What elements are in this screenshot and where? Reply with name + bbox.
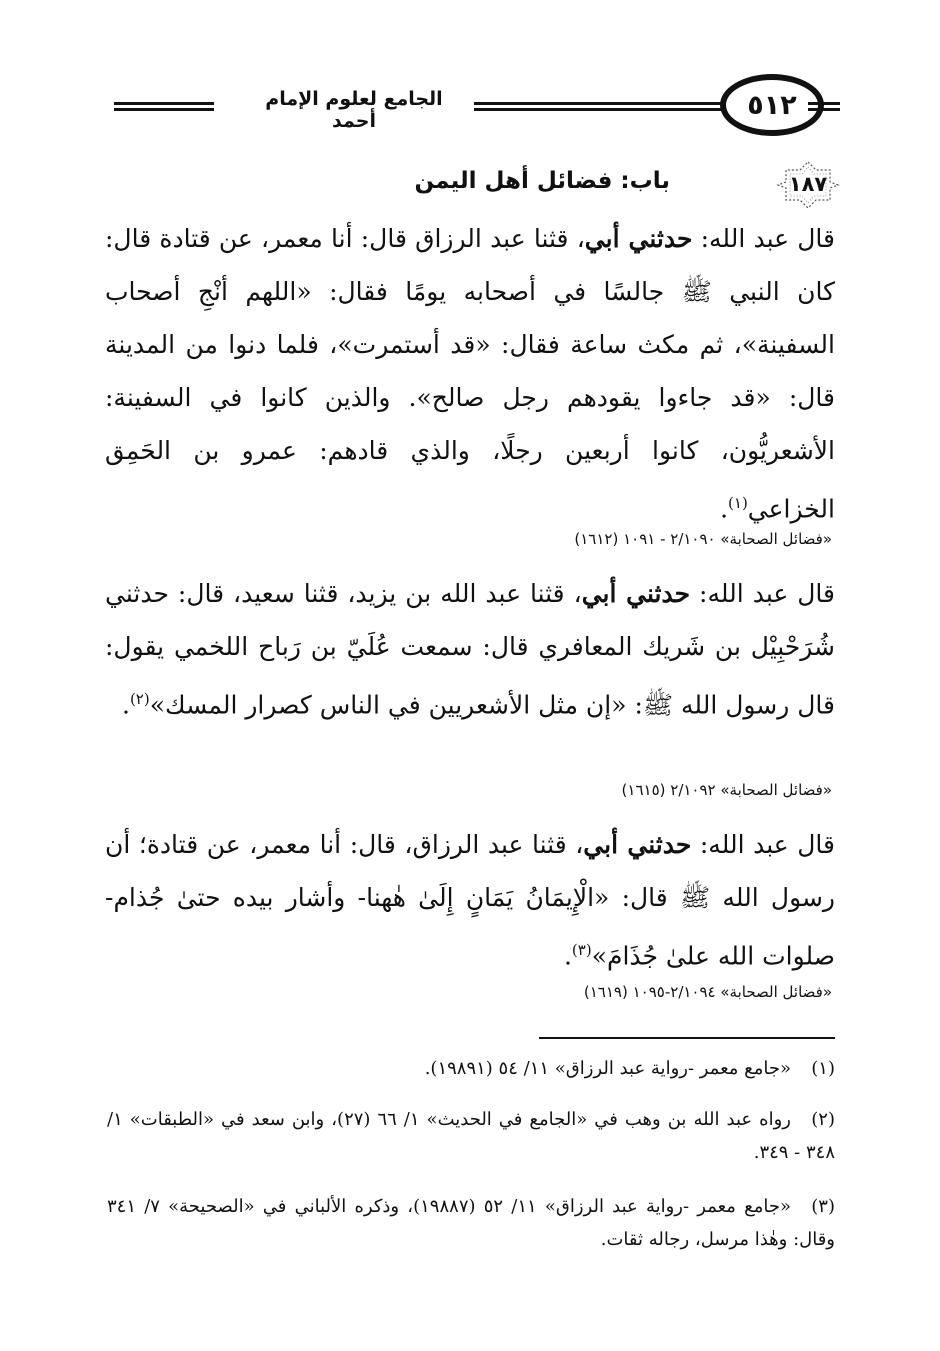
- footnote: [107, 1190, 835, 1256]
- narration-body: ، قثنا عبد الله بن يزيد، قثنا سعيد، قال: حدثني شُرَحْبِيْل بن شَريك المعافري قال: سمعت عُلَيّ بن رَباح اللخمي يقول: قال رسول الله ﷺ: «إن مثل الأشعريين في الناس كصرار المسك»: [105, 579, 835, 720]
- footnote-text: رواه عبد الله بن وهب في «الجامع في الحديث» ١/ ٦٦ (٢٧)، وابن سعد في «الطبقات» ١/ ٣٤٨ - ٣٤٩.: [107, 1109, 835, 1163]
- page-number-ring: [720, 74, 824, 136]
- narrator-chain-bold: حدثني أبي: [581, 579, 691, 608]
- footnote-ref: (١): [728, 494, 748, 512]
- narration-lead: قال عبد الله:: [691, 830, 835, 859]
- header-rule: [474, 102, 722, 111]
- narration-body: ، قثنا عبد الرزاق، قال: أنا معمر، عن قتادة؛ أن رسول الله ﷺ قال: «الْإِيمَانُ يَمَانٍ إِلَىٰ هٰهنا- وأشار بيده حتىٰ جُذام- صلوات الله علىٰ جُذَامَ»: [105, 830, 835, 971]
- footnote-text: «جامع معمر -رواية عبد الرزاق» ١١/ ٥٤ (١٩٨٩١).: [424, 1058, 791, 1079]
- footnote-ref: (٣): [571, 941, 592, 959]
- narration-lead: قال عبد الله:: [690, 579, 835, 608]
- page-number: ٥١٢: [747, 89, 797, 121]
- hadith-text: [105, 212, 835, 535]
- footnote-number: (٢): [811, 1109, 835, 1130]
- footnote: [107, 1103, 835, 1169]
- header-rule: [114, 102, 214, 111]
- page-header: [100, 68, 840, 146]
- narration-end: .: [563, 941, 572, 971]
- footnote-text: «جامع معمر -رواية عبد الرزاق» ١١/ ٥٢ (١٩٨٨٧)، وذكره الألباني في «الصحيحة» ٧/ ٣٤١ وقال: وهٰذا مرسل، رجاله ثقات.: [107, 1196, 835, 1250]
- chapter-heading: [100, 160, 840, 214]
- hadith-text: [105, 567, 835, 731]
- narrator-chain-bold: حدثني أبي: [583, 830, 692, 859]
- chapter-title: باب: فضائل أهل اليمن: [414, 168, 670, 194]
- hadith-source: «فضائل الصحابة» ٢/١٠٩٤-١٠٩٥ (١٦١٩): [583, 983, 832, 1001]
- narration-body: ، قثنا عبد الرزاق قال: أنا معمر، عن قتادة قال: كان النبي ﷺ جالسًا في أصحابه يومًا فقال: «اللهم أنْجِ أصحاب السفينة»، ثم مكث ساعة فقال: «قد أستمرت»، فلما دنوا من المدينة قال: «قد جاءوا يقودهم رجل صالح». والذين كانوا في السفينة: الأشعريُّون، كانوا أربعين رجلًا، والذي قادهم: عمرو بن الحَمِق الخزاعي: [105, 224, 835, 524]
- hadith-source: «فضائل الصحابة» ٢/١٠٩٢ (١٦١٥): [621, 781, 832, 799]
- chapter-number-badge: [776, 160, 840, 210]
- footnote-ref: (٢): [129, 690, 150, 708]
- narration-end: .: [121, 690, 130, 720]
- footnote-number: (٣): [811, 1196, 835, 1217]
- chapter-number: ١٨٧: [788, 172, 828, 196]
- narrator-chain-bold: حدثني أبي: [584, 224, 693, 253]
- hadith-text: [105, 818, 835, 982]
- footnote-number: (١): [811, 1058, 835, 1079]
- footnote-separator: [539, 1037, 835, 1039]
- running-title: الجامع لعلوم الإمام أحمد: [265, 88, 443, 132]
- hadith-source: «فضائل الصحابة» ٢/١٠٩٠ - ١٠٩١ (١٦١٢): [574, 530, 832, 548]
- narration-end: .: [720, 494, 729, 524]
- footnote: [107, 1052, 835, 1085]
- narration-lead: قال عبد الله:: [692, 224, 835, 253]
